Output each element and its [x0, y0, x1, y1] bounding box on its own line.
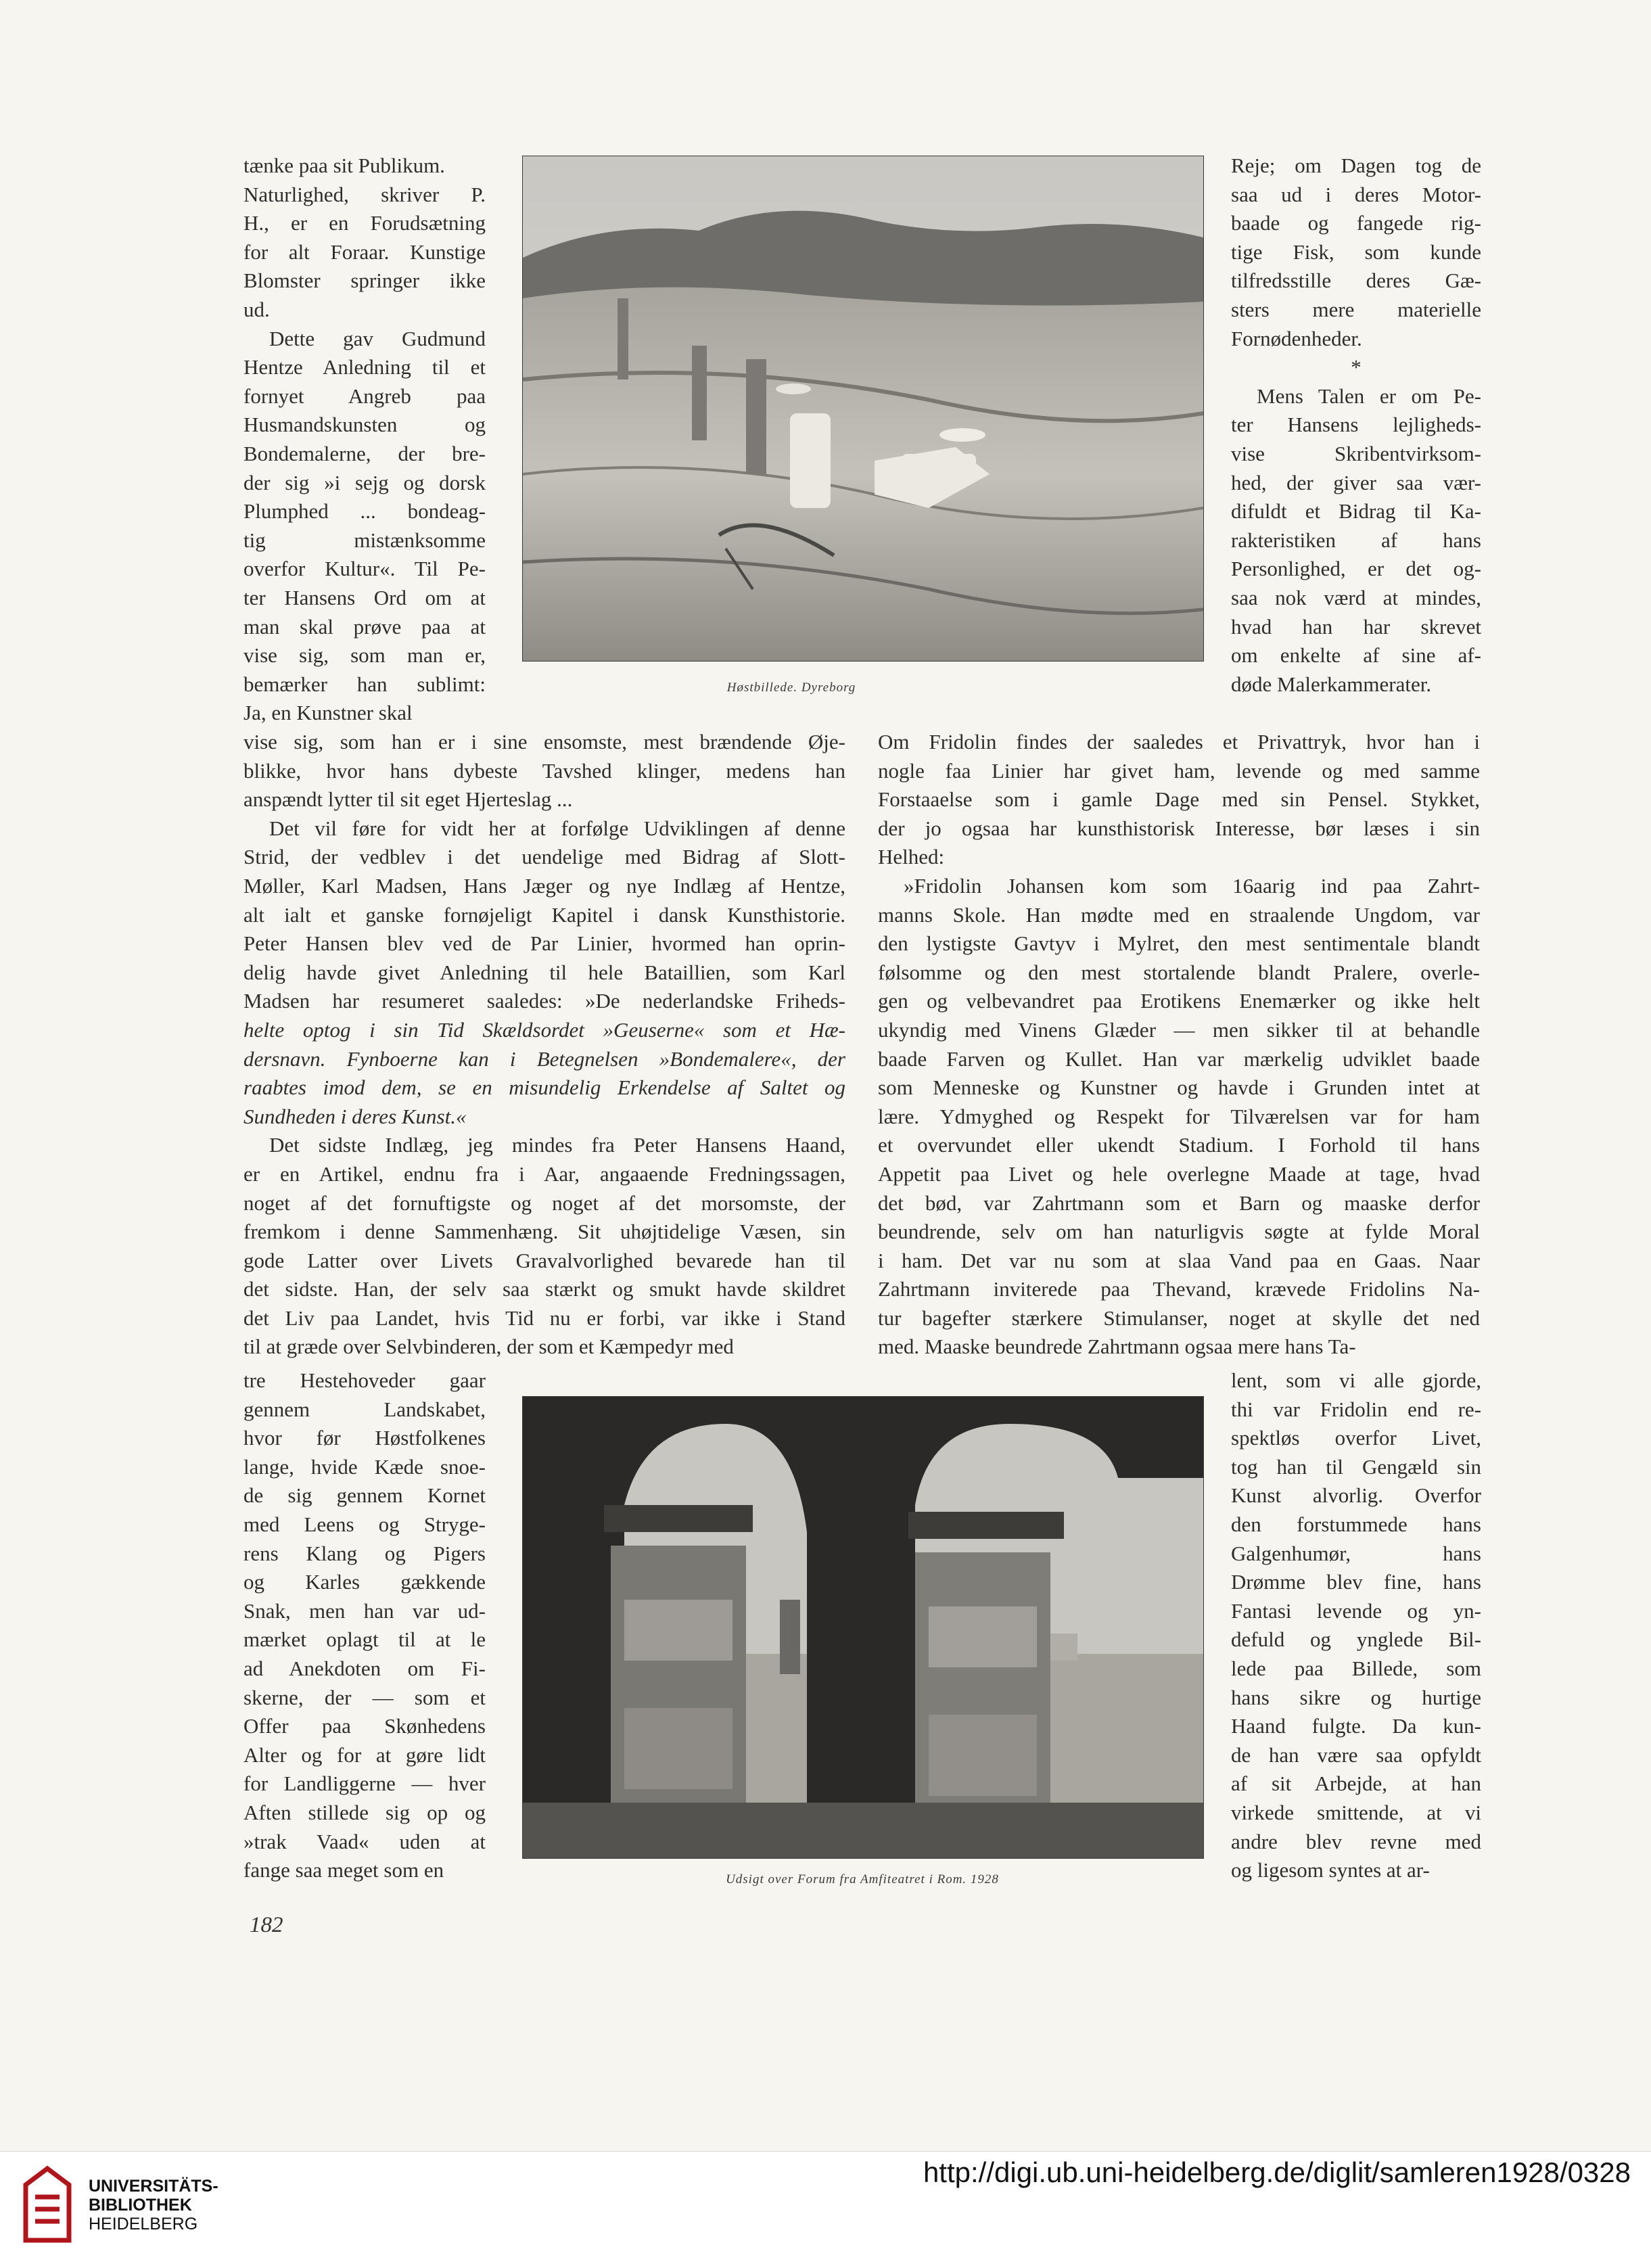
text-line: helte optog i sin Tid Skældsordet »Geuserne« som et Hæ- [243, 1017, 845, 1042]
column-middle-right [878, 728, 1480, 1362]
library-name [89, 2177, 218, 2234]
text-line: Haand fulgte. Da kun- [1231, 1714, 1481, 1738]
text-line: Reje; om Dagen tog de [1231, 154, 1481, 177]
text-line: manns Skole. Han mødte med en straalende Ungdom, var [878, 902, 1480, 927]
text-line: beundrende, selv om han naturligvis søgte at fylde Moral [878, 1220, 1480, 1244]
text-line: fornyet Angreb paa [243, 384, 486, 408]
text-line: vise Skribentvirksom- [1231, 441, 1481, 465]
text-line: difuldt et Bidrag til Ka- [1231, 499, 1481, 524]
text-line: et overvundet eller ukendt Stadium. I Forhold til hans [878, 1133, 1480, 1157]
text-line: lent, som vi alle gjorde, [1231, 1368, 1481, 1392]
text-line: Drømme blev fine, hans [1231, 1570, 1481, 1594]
text-line: om enkelte af sine af- [1231, 643, 1481, 668]
column-middle-left [243, 728, 845, 1362]
text-line: det Liv paa Landet, hvis Tid nu er forbi, var ikke i Stand [243, 1305, 845, 1330]
text-line: for alt Foraar. Kunstige [243, 239, 486, 264]
text-line: er en Artikel, endnu fra i Aar, angaaende Fredningssagen, [243, 1161, 845, 1186]
text-line: hvor før Høstfolkenes [243, 1426, 486, 1450]
text-line: * [1351, 355, 1362, 379]
text-line: bemærker han sublimt: [243, 672, 486, 696]
text-line: Sundheden i deres Kunst.« [243, 1104, 467, 1128]
text-line: Dette gav Gudmund [269, 326, 486, 350]
text-line: Snak, men han var ud- [243, 1598, 486, 1623]
text-line: det bød, var Zahrtmann som et Barn og maaske derfor [878, 1190, 1480, 1215]
text-line: sters mere materielle [1231, 297, 1481, 321]
text-line: Forstaaelse som i gamle Dage med sin Pensel. Stykket, [878, 787, 1480, 812]
text-line: Om Fridolin findes der saaledes et Privattryk, hvor han i [878, 730, 1480, 754]
text-line: Møller, Karl Madsen, Hans Jæger og nye Indlæg af Hentze, [243, 873, 845, 898]
text-line: overfor Kultur«. Til Pe- [243, 557, 486, 581]
text-line: saa ud i deres Motor- [1231, 182, 1481, 206]
text-line: Galgenhumør, hans [1231, 1541, 1481, 1565]
text-line: tænke paa sit Publikum. [243, 154, 445, 177]
text-line: Offer paa Skønhedens [243, 1714, 486, 1738]
text-line: Hentze Anledning til et [243, 355, 486, 379]
text-line: til at græde over Selvbinderen, der som et Kæmpedyr med [243, 1335, 734, 1359]
text-line: Blomster springer ikke [243, 269, 486, 293]
text-line: raabtes imod dem, se en misundelig Erkendelse af Saltet og [243, 1075, 845, 1100]
library-line-1: UNIVERSITÄTS- [89, 2177, 218, 2196]
library-line-3: HEIDELBERG [89, 2215, 198, 2234]
text-line: lede paa Billede, som [1231, 1656, 1481, 1680]
text-line: Peter Hansen blev ved de Par Linier, hvormed han oprin- [243, 931, 845, 956]
text-line: tre Hestehoveder gaar [243, 1368, 486, 1392]
text-line: i ham. Det var nu som at slaa Vand paa en Gaas. Naar [878, 1248, 1480, 1272]
column-bottom-right [1231, 1366, 1481, 1885]
text-line: der sig »i sejg og dorsk [243, 470, 486, 494]
text-line: Aften stillede sig op og [243, 1800, 486, 1824]
text-line: for Landliggerne — hver [243, 1772, 486, 1796]
text-line: alt ialt et ganske fornøjeligt Kapitel i dansk Kunsthistorie. [243, 902, 845, 927]
text-line: gennem Landskabet, [243, 1397, 486, 1421]
text-line: Bondemalerne, der bre- [243, 441, 486, 465]
text-line: Appetit paa Livet og hele overlegne Maade at tage, hvad [878, 1161, 1480, 1186]
text-line: der jo ogsaa har kunsthistorisk Interesse, bør læses i sin [878, 816, 1480, 840]
text-line: døde Malerkammerater. [1231, 672, 1432, 696]
text-line: defuld og ynglede Bil- [1231, 1627, 1481, 1652]
text-line: saa nok værd at mindes, [1231, 585, 1481, 609]
text-line: baade og fangede rig- [1231, 211, 1481, 235]
text-line: vise sig, som man er, [243, 643, 486, 668]
text-line: rens Klang og Pigers [243, 1541, 486, 1565]
text-line: tig mistænksomme [243, 528, 486, 552]
forum-painting-image [522, 1396, 1204, 1859]
column-top-left [243, 152, 486, 728]
text-line: de sig gennem Kornet [243, 1483, 486, 1508]
text-line: spektløs overfor Livet, [1231, 1426, 1481, 1450]
text-line: hans sikre og hurtige [1231, 1685, 1481, 1709]
text-line: andre blev revne med [1231, 1829, 1481, 1853]
text-line: »Fridolin Johansen kom som 16aarig ind paa Zahrt- [904, 873, 1480, 898]
text-line: og Karles gækkende [243, 1570, 486, 1594]
text-line: Det sidste Indlæg, jeg mindes fra Peter Hansens Haand, [269, 1133, 845, 1157]
figure-caption-forum: Udsigt over Forum fra Amfiteatret i Rom. 1928 [726, 1872, 999, 1887]
text-line: med. Maaske beundrede Zahrtmann ogsaa mere hans Ta- [878, 1335, 1356, 1359]
text-line: Fantasi levende og yn- [1231, 1598, 1481, 1623]
text-line: Personlighed, er det og- [1231, 557, 1481, 581]
text-line: hed, der giver saa vær- [1231, 470, 1481, 494]
library-line-2: BIBLIOTHEK [89, 2196, 192, 2215]
text-line: Husmandskunsten og [243, 413, 486, 437]
text-line: følsomme og den mest stortalende blandt Pralere, overle- [878, 960, 1480, 984]
text-line: Ja, en Kunstner skal [243, 701, 413, 725]
text-line: gode Latter over Livets Gravalvorlighed bevarede han til [243, 1248, 845, 1272]
column-top-right [1231, 152, 1481, 699]
text-line: Zahrtmann inviterede paa Thevand, krævede Fridolins Na- [878, 1277, 1480, 1301]
text-line: mærket oplagt til at le [243, 1627, 486, 1652]
text-line: tog han til Gengæld sin [1231, 1454, 1481, 1479]
text-line: man skal prøve paa at [243, 614, 486, 639]
text-line: Alter og for at gøre lidt [243, 1742, 486, 1767]
text-line: anspændt lytter til sit eget Hjerteslag ... [243, 787, 573, 812]
text-line: som Menneske og Kunstner og havde i Grunden intet at [878, 1075, 1480, 1100]
text-line: Madsen har resumeret saaledes: »De nederlandske Friheds- [243, 989, 845, 1013]
text-line: gen og velbevandret paa Erotikens Enemærker og ikke helt [878, 989, 1480, 1013]
text-line: noget af det fornuftigste og noget af det morsomste, der [243, 1190, 845, 1215]
university-library-logo-icon [19, 2165, 76, 2244]
text-line: de han være saa opfyldt [1231, 1742, 1481, 1767]
text-line: thi var Fridolin end re- [1231, 1397, 1481, 1421]
text-line: virkede smittende, at vi [1231, 1800, 1481, 1824]
text-line: »trak Vaad« uden at [243, 1829, 486, 1853]
column-bottom-left [243, 1366, 486, 1885]
text-line: ud. [243, 297, 270, 321]
text-line: det sidste. Han, der selv saa stærkt og smukt havde skildret [243, 1277, 845, 1301]
harvest-painting-image [522, 156, 1204, 662]
text-line: Fornødenheder. [1231, 326, 1362, 350]
text-line: tur bagefter stærkere Stimulanser, noget at skylle det ned [878, 1305, 1480, 1330]
text-line: hvad han har skrevet [1231, 614, 1481, 639]
text-line: den forstummede hans [1231, 1512, 1481, 1536]
text-line: tige Fisk, som kunde [1231, 239, 1481, 264]
text-line: dersnavn. Fynboerne kan i Betegnelsen »Bondemalere«, der [243, 1046, 845, 1071]
text-line: Strid, der vedblev i det uendelige med Bidrag af Slott- [243, 845, 845, 869]
text-line: ad Anekdoten om Fi- [243, 1656, 486, 1680]
text-line: Naturlighed, skriver P. [243, 182, 486, 206]
page-number: 182 [250, 1913, 283, 1937]
text-line: fange saa meget som en [243, 1858, 444, 1882]
text-line: med Leens og Stryge- [243, 1512, 486, 1536]
text-line: blikke, hvor hans dybeste Tavshed klinger, medens han [243, 758, 845, 783]
text-line: baade Farven og Kullet. Han var mærkelig udviklet baade [878, 1046, 1480, 1071]
figure-caption-harvest: Høstbillede. Dyreborg [726, 680, 856, 695]
text-line: Helhed: [878, 845, 945, 869]
text-line: og ligesom syntes at ar- [1231, 1858, 1430, 1882]
text-line: rakteristiken af hans [1231, 528, 1481, 552]
text-line: fremkom i denne Sammenhæng. Sit uhøjtidelige Væsen, sin [243, 1220, 845, 1244]
text-line: ukyndig med Vinens Glæder — men sikker til at behandle [878, 1017, 1480, 1042]
text-line: Kunst alvorlig. Overfor [1231, 1483, 1481, 1508]
text-line: vise sig, som han er i sine ensomste, mest brændende Øje- [243, 730, 845, 754]
text-line: Det vil føre for vidt her at forfølge Udviklingen af denne [269, 816, 845, 840]
text-line: af sit Arbejde, at han [1231, 1772, 1481, 1796]
text-line: Mens Talen er om Pe- [1257, 384, 1481, 408]
text-line: Plumphed ... bondeag- [243, 499, 486, 524]
text-line: skerne, der — som et [243, 1685, 486, 1709]
text-line: lange, hvide Kæde snoe- [243, 1454, 486, 1479]
text-line: delig havde givet Anledning til hele Bataillien, som Karl [243, 960, 845, 984]
text-line: ter Hansens lejligheds- [1231, 413, 1481, 437]
source-url-link[interactable]: http://digi.ub.uni-heidelberg.de/diglit/samleren1928/0328 [923, 2156, 1631, 2188]
text-line: ter Hansens Ord om at [243, 585, 486, 609]
text-line: den lystigste Gavtyv i Mylret, den mest sentimentale blandt [878, 931, 1480, 956]
text-line: nogle faa Linier har givet ham, levende og med samme [878, 758, 1480, 783]
text-line: lære. Ydmyghed og Respekt for Tilværelsen var for ham [878, 1104, 1480, 1128]
text-line: H., er en Forudsætning [243, 211, 486, 235]
text-line: tilfredsstille deres Gæ- [1231, 269, 1481, 293]
